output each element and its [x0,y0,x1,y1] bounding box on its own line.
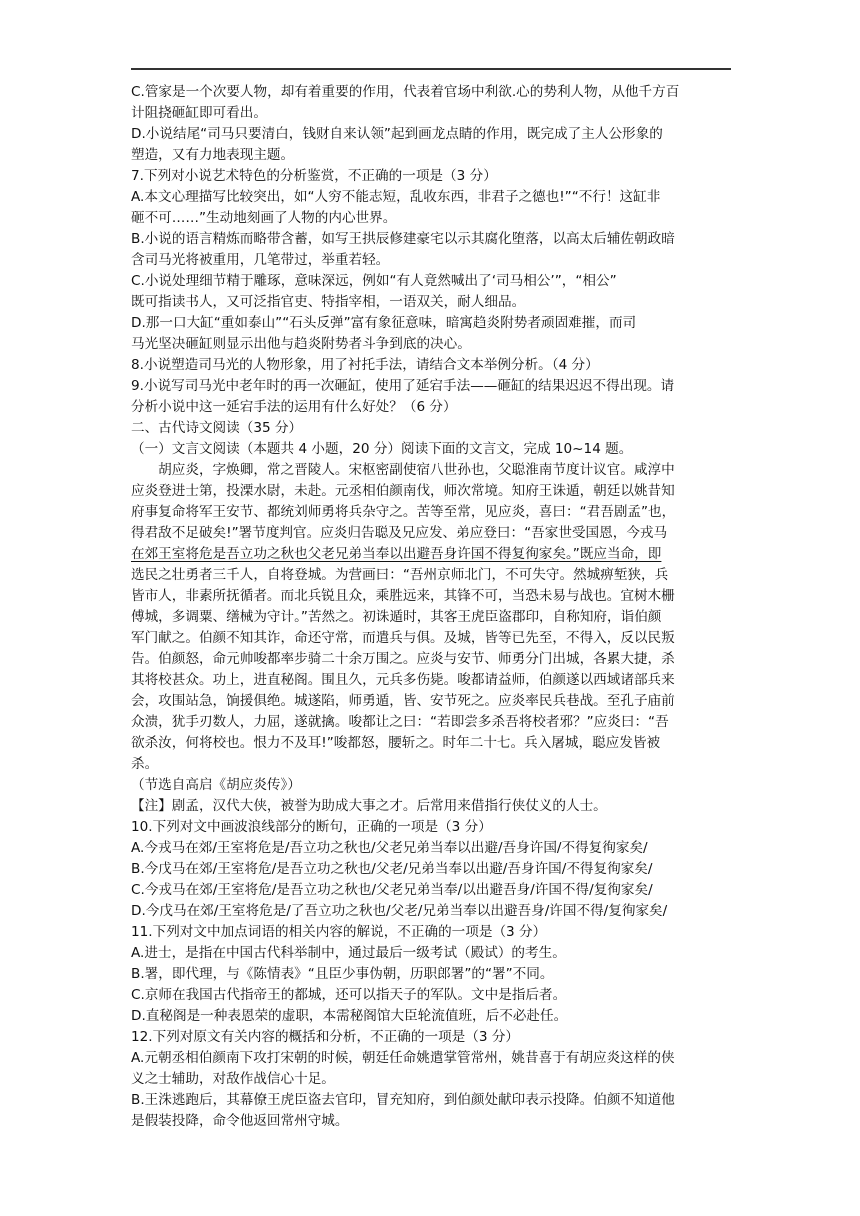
text-line: 既可指读书人，又可泛指官吏、特指宰相，一语双关，耐人细品。 [131,294,526,310]
text-line: 在郊王室将危是吾立功之秋也父老兄弟当奉以出避吾身许国不得复徇家矣。”既应当命，即 [131,546,662,562]
text-line: A.元朝丞相伯颜南下攻打宋朝的时候，朝廷任命姚遣掌管常州，姚昔喜于有胡应炎这样的侠 [131,1050,675,1066]
text-line: 得君敌不足破矣!”署节度判官。应炎归告聪及兄应发、弟应登曰：“吾家世受国恩，今戎马 [131,525,668,541]
text-line: A.本文心理描写比较突出，如“人穷不能志短，乱收东西，非君子之德也!”“不行！这缸非 [131,189,661,205]
text-line: 12.下列对原文有关内容的概括和分析，不正确的一项是（3 分） [131,1029,520,1045]
text-line: 应炎登进士第，投溧水尉，未赴。元丞相伯颜南伐，师次常境。知府王诛遁，朝廷以姚昔知 [131,483,675,499]
text-line: 告。伯颜怒，命元帅唆都率步骑二十余万围之。应炎与安节、师勇分门出城，各累大捷，杀 [131,651,675,667]
header-rule [131,68,731,70]
text-line: B.署，即代理，与《陈情表》“且臣少事伪朝，历职郎署”的“署”不同。 [131,966,554,982]
text-line: 10.下列对文中画波浪线部分的断句，正确的一项是（3 分） [131,819,492,835]
text-line: 砸不可……”生动地刻画了人物的内心世界。 [131,210,397,226]
text-line: 8.小说塑造司马光的人物形象，用了衬托手法，请结合文本举例分析。（4 分） [131,357,599,373]
text-line: 杀。 [131,756,159,772]
text-line: B.王洙逃跑后，其幕僚王虎臣盗去官印，冒充知府，到伯颜处献印表示投降。伯颜不知道他 [131,1092,675,1108]
text-line: 府事复命将军王安节、都统刘师勇将兵杂守之。苦等至常，见应炎，喜曰：“君吾剧孟”也， [131,504,676,520]
text-line: 【注】剧孟，汉代大侠，被誉为助成大事之才。后常用来借指行侠仗义的人士。 [131,798,607,814]
text-line: B.今戊马在郊/王室将危/是吾立功之秋也/父老/兄弟当奉以出避/吾身许国/不得复徇家矣/ [131,861,653,877]
text-line: 含司马光将被重用，几笔带过，举重若轻。 [131,252,390,268]
text-line: A.今戎马在郊/王室将危是/吾立功之秋也/父老兄弟当奉以出避/吾身许国/不得复徇家矣/ [131,840,648,856]
text-line: 塑造，又有力地表现主题。 [131,147,295,163]
text-line: D.那一口大缸“重如泰山”“石头反弹”富有象征意味，暗寓趋炎附势者顽固难摧，而司 [131,315,637,331]
text-line: A.进士，是指在中国古代科举制中，通过最后一级考试（殿试）的考生。 [131,945,566,961]
text-line: 胡应炎，字焕卿，常之晋陵人。宋枢密副使宿八世孙也，父聪淮南节度计议官。咸淳中 [131,462,675,478]
text-line: 会，攻围站急，饷援俱绝。城遂陷，师勇遁，皆、安节死之。应炎率民兵巷战。至孔子庙前 [131,693,675,709]
text-line: 7.下列对小说艺术特色的分析鉴赏，不正确的一项是（3 分） [131,168,497,184]
text-line: 马光坚决砸缸则显示出他与趋炎附势者斗争到底的决心。 [131,336,471,352]
text-line: C.小说处理细节精于雕琢，意味深远，例如“有人竟然喊出了‘司马相公’”，“相公” [131,273,617,289]
document-body [131,82,731,1132]
text-line: 二、古代诗文阅读（35 分） [131,420,303,436]
text-line: 欲杀汝，何将校也。恨力不及耳!”唆都怒，腰斩之。时年二十七。兵入屠城，聪应发皆被 [131,735,661,751]
text-lines [131,82,731,1132]
text-line: D.小说结尾“司马只要清白，钱财自来认领”起到画龙点睛的作用，既完成了主人公形象的 [131,126,663,142]
text-line: 分析小说中这一延宕手法的运用有什么好处？（6 分） [131,399,457,415]
text-line: C.管家是一个次要人物，却有着重要的作用，代表着官场中利欲.心的势利人物，从他千方百 [131,84,680,100]
text-line: C.京师在我国古代指帝王的都城，还可以指天子的军队。文中是指后者。 [131,987,567,1003]
text-line: D.直秘阁是一种表恩荣的虚职，本需秘阁馆大臣轮流值班，后不必赴任。 [131,1008,568,1024]
text-line: B.小说的语言精炼而略带含蓄，如写王拱辰修建豪宅以示其腐化堕落，以高太后辅佐朝政暗 [131,231,675,247]
text-line: 选民之壮勇者三千人，自将登城。为营画曰：“吾州京师北门，不可失守。然城痹堑狭，兵 [131,567,669,583]
text-line: 皆市人，非素所抚循者。而北兵锐且众，乘胜远来，其锋不可，当恐未易与战也。宜树木栅 [131,588,675,604]
text-line: 11.下列对文中加点词语的相关内容的解说，不正确的一项是（3 分） [131,924,547,940]
text-line: 计阻挠砸缸即可看出。 [131,105,267,121]
text-line: D.今戊马在郊/王室将危是/了吾立功之秋也/父老/兄弟当奉以出避吾身/许国不得/复徇家矣/ [131,903,668,919]
text-line: 其将校甚众。功上，进直秘阁。围且久，元兵多伤毙。唆都请益师，伯颜遂以西域诸部兵来 [131,672,675,688]
text-line: （一）文言文阅读（本题共 4 小题，20 分）阅读下面的文言文，完成 10~14 题。 [131,441,633,457]
text-line: 傅城，多调粟、缮械为守计。”苦然之。初诛遁时，其客王虎臣盗郡印，自称知府，诣伯颜 [131,609,662,625]
text-line: 义之士辅助，对敌作战信心十足。 [131,1071,335,1087]
text-line: C.今戎马在郊/王室将危/是吾立功之秋也/父老兄弟当奉/以出避吾身/许国不得/复徇家矣/ [131,882,653,898]
text-line: 是假装投降，命令他返回常州守城。 [131,1113,349,1129]
text-line: 军门献之。伯颜不知其诈，命还守常，而遣兵与俱。及城，皆等已先至，不得入，反以民叛 [131,630,675,646]
text-line: 众溃，犹手刃数人，力屈，遂就擒。唆都让之曰：“若即尝多杀吾将校者邪？”应炎曰：“吾 [131,714,669,730]
text-line: （节选自高启《胡应炎传》） [131,777,301,793]
text-line: 9.小说写司马光中老年时的再一次砸缸，使用了延宕手法——砸缸的结果迟迟不得出现。请 [131,378,675,394]
